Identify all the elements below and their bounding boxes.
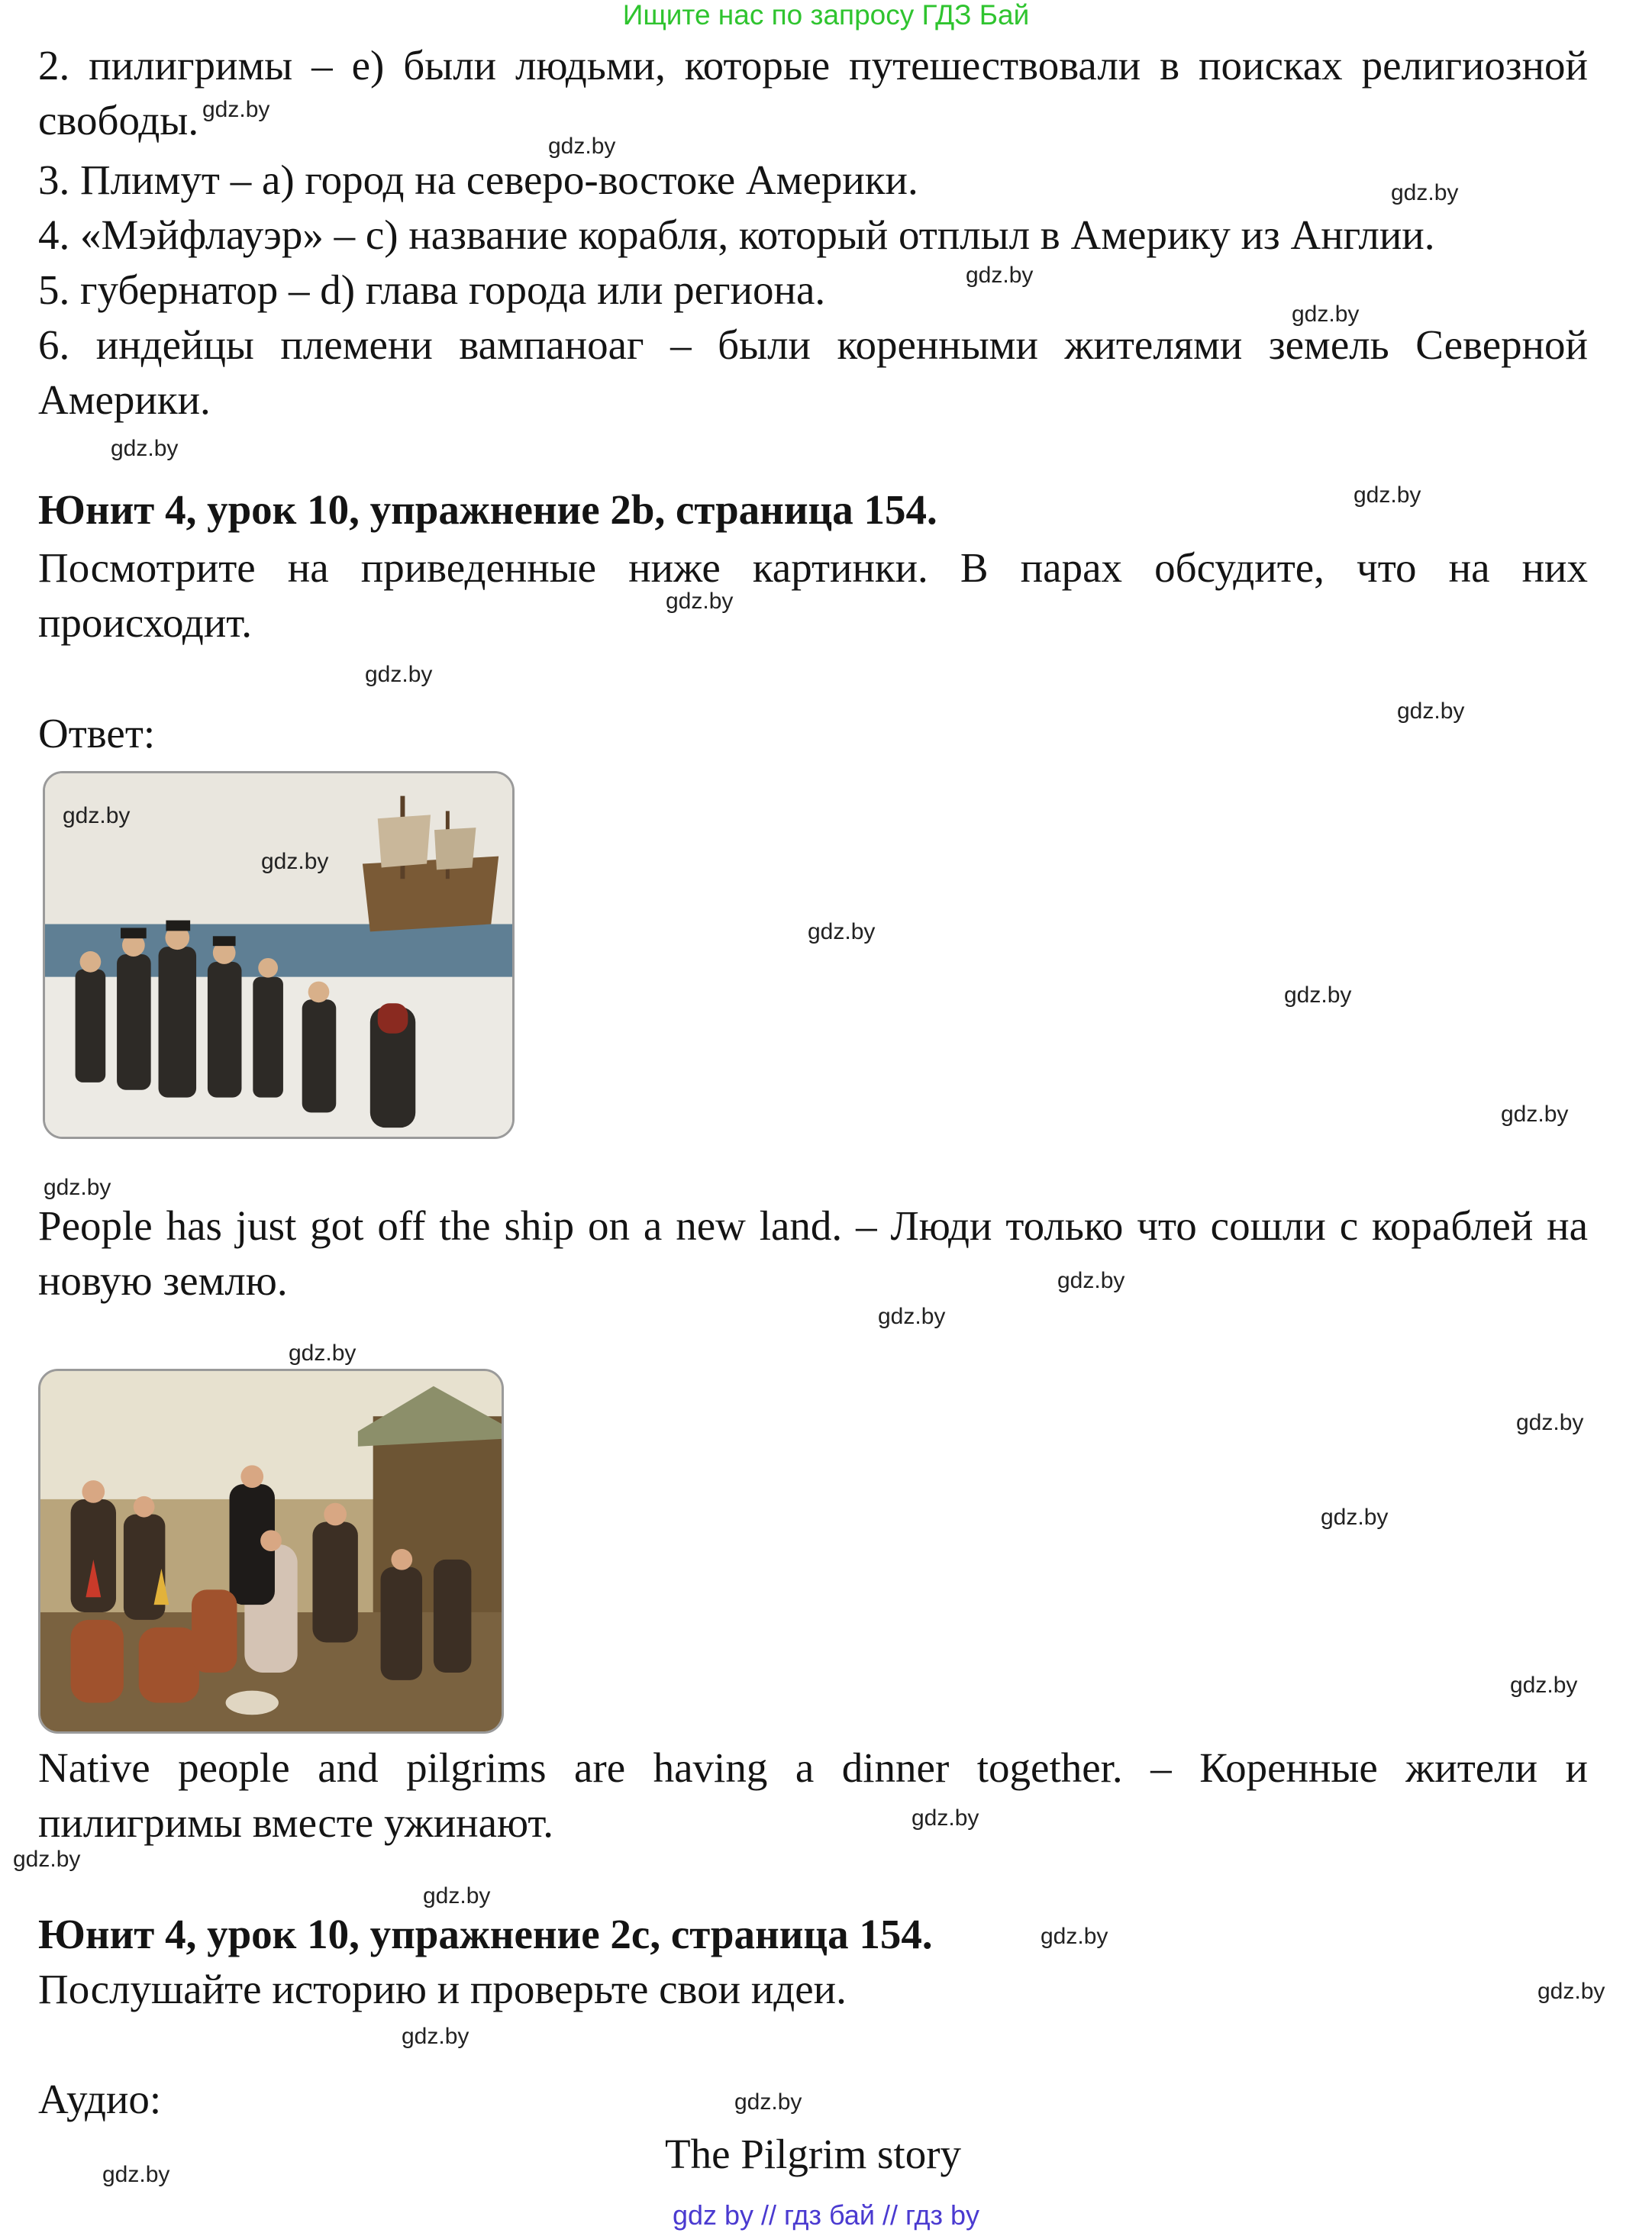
watermark: gdz.by — [1284, 982, 1352, 1008]
watermark: gdz.by — [666, 589, 734, 614]
answer-item-5: 5. губернатор – d) глава города или региона. — [38, 266, 826, 313]
thanksgiving-dinner-picture — [38, 1369, 504, 1734]
audio-label: Аудио: — [38, 2076, 162, 2122]
watermark: gdz.by — [1391, 180, 1459, 205]
watermark: gdz.by — [63, 803, 131, 828]
watermark: gdz.by — [1397, 699, 1465, 724]
watermark: gdz.by — [548, 134, 616, 159]
watermark: gdz.by — [1057, 1268, 1125, 1293]
watermark: gdz.by — [1354, 482, 1421, 508]
watermark: gdz.by — [966, 263, 1034, 288]
search-banner[interactable]: Ищите нас по запросу ГДЗ Бай — [622, 0, 1030, 31]
answer-item-3: 3. Плимут – a) город на северо-востоке Америки. — [38, 156, 918, 203]
story-title: The Pilgrim story — [664, 2131, 962, 2177]
answer-item-2: 2. пилигримы – e) были людьми, которые путешествовали в поисках религиозной свободы. — [38, 42, 1588, 144]
watermark: gdz.by — [289, 1341, 357, 1366]
watermark: gdz.by — [878, 1304, 946, 1329]
watermark: gdz.by — [912, 1805, 979, 1831]
watermark: gdz.by — [111, 436, 179, 461]
watermark: gdz.by — [1292, 302, 1360, 327]
watermark: gdz.by — [1501, 1102, 1569, 1127]
answer-label: Ответ: — [38, 710, 156, 757]
watermark: gdz.by — [202, 97, 270, 122]
watermark: gdz.by — [44, 1175, 111, 1200]
watermark: gdz.by — [1516, 1410, 1584, 1435]
watermark: gdz.by — [1510, 1673, 1578, 1698]
watermark: gdz.by — [102, 2162, 170, 2187]
watermark: gdz.by — [13, 1847, 81, 1872]
watermark: gdz.by — [734, 2089, 802, 2115]
caption-picture-2: Native people and pilgrims are having a dinner together. – Коренные жители и пилигримы вместе ужинают. — [38, 1744, 1588, 1846]
caption-picture-1: People has just got off the ship on a new land. – Люди только что сошли с кораблей на новую землю. — [38, 1202, 1588, 1304]
watermark: gdz.by — [1041, 1924, 1108, 1949]
watermark: gdz.by — [402, 2024, 469, 2049]
footer-links[interactable]: gdz by // гдз бай // гдз by — [672, 2199, 980, 2231]
watermark: gdz.by — [1537, 1979, 1605, 2004]
watermark: gdz.by — [365, 662, 433, 687]
answer-item-6: 6. индейцы племени вампаноаг – были коренными жителями земель Северной Америки. — [38, 321, 1588, 423]
watermark: gdz.by — [261, 849, 329, 874]
watermark: gdz.by — [1321, 1505, 1389, 1530]
watermark: gdz.by — [808, 919, 876, 944]
watermark: gdz.by — [423, 1883, 491, 1909]
exercise-2c-task: Послушайте историю и проверьте свои идеи. — [38, 1966, 847, 2012]
answer-item-4: 4. «Мэйфлауэр» – c) название корабля, который отплыл в Америку из Англии. — [38, 211, 1435, 258]
exercise-2c-heading: Юнит 4, урок 10, упражнение 2c, страница 154. — [38, 1911, 933, 1957]
exercise-2b-heading: Юнит 4, урок 10, упражнение 2b, страница 154. — [38, 486, 937, 533]
exercise-2b-task: Посмотрите на приведенные ниже картинки. В парах обсудите, что на них происходит. — [38, 544, 1588, 646]
